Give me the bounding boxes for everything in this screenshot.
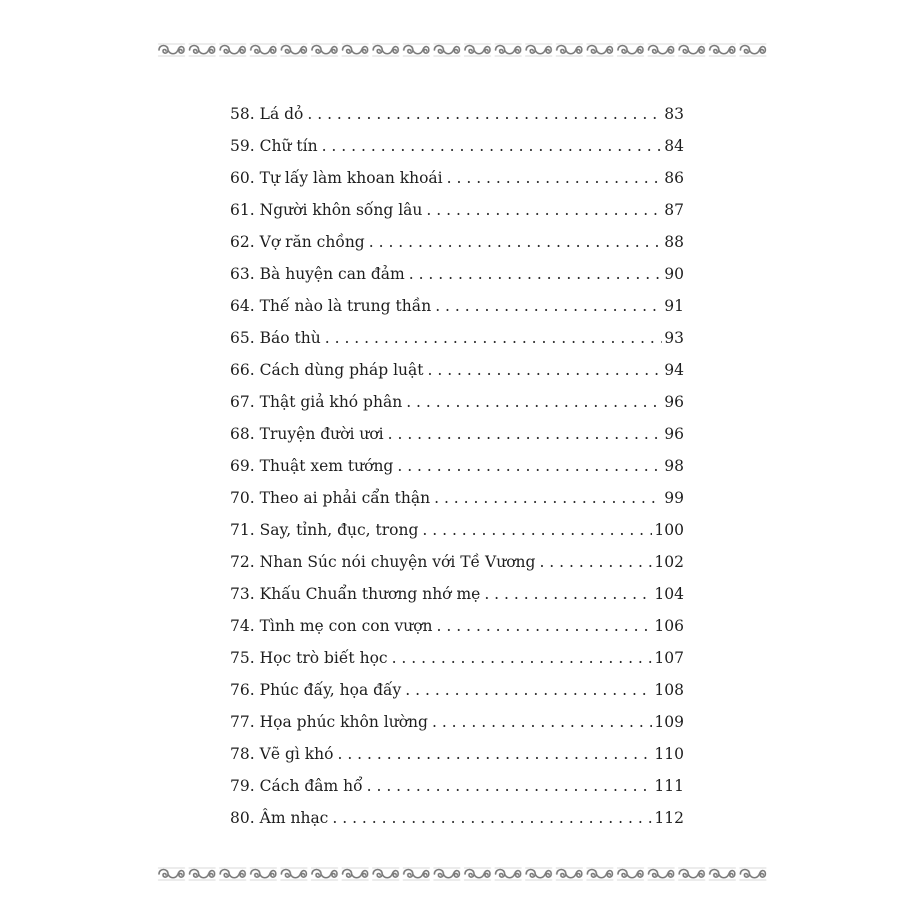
toc-entry	[230, 98, 684, 130]
toc-entry-page-number: 88	[664, 233, 684, 251]
dot-leader	[388, 418, 663, 450]
scroll-ornament-icon	[156, 40, 768, 60]
dot-leader	[539, 546, 652, 578]
toc-entry-page-number: 94	[664, 361, 684, 379]
dot-leader	[337, 738, 652, 770]
toc-entry-title: Vẽ gì khó	[259, 745, 334, 763]
toc-entry-number: 71.	[230, 521, 255, 539]
toc-entry-number: 68.	[230, 425, 255, 443]
dot-leader	[422, 514, 652, 546]
toc-entry-title: Theo ai phải cẩn thận	[259, 489, 431, 507]
toc-entry-page-number: 87	[664, 201, 684, 219]
toc-entry-title: Họa phúc khôn lường	[259, 713, 428, 731]
toc-entry-number: 61.	[230, 201, 255, 219]
toc-entry-number: 80.	[230, 809, 255, 827]
toc-entry	[230, 578, 684, 610]
toc-entry-number: 59.	[230, 137, 255, 155]
top-ornament-border	[156, 40, 768, 60]
toc-entry-page-number: 83	[664, 105, 684, 123]
toc-entry-number: 64.	[230, 297, 255, 315]
dot-leader	[428, 354, 663, 386]
toc-entry	[230, 354, 684, 386]
toc-entry-page-number: 84	[664, 137, 684, 155]
dot-leader	[332, 802, 652, 834]
toc-entry-page-number: 96	[664, 425, 684, 443]
toc-entry-title: Âm nhạc	[259, 809, 329, 827]
dot-leader	[405, 674, 652, 706]
toc-entry	[230, 514, 684, 546]
toc-entry	[230, 130, 684, 162]
scroll-ornament-icon	[156, 864, 768, 884]
table-of-contents	[230, 98, 684, 834]
toc-entry-title: Say, tỉnh, đục, trong	[259, 521, 419, 539]
toc-entry-title: Cách đâm hổ	[259, 777, 363, 795]
toc-entry-page-number: 93	[664, 329, 684, 347]
toc-entry-title: Nhan Súc nói chuyện với Tề Vương	[259, 553, 536, 571]
toc-entry-page-number: 108	[654, 681, 684, 699]
toc-entry	[230, 418, 684, 450]
toc-entry-number: 78.	[230, 745, 255, 763]
toc-entry-title: Phúc đấy, họa đấy	[259, 681, 402, 699]
toc-entry-title: Lá dỏ	[259, 105, 304, 123]
toc-entry-number: 65.	[230, 329, 255, 347]
toc-entry-page-number: 96	[664, 393, 684, 411]
toc-entry-title: Chữ tín	[259, 137, 318, 155]
toc-entry-number: 74.	[230, 617, 255, 635]
toc-entry-number: 77.	[230, 713, 255, 731]
toc-entry	[230, 450, 684, 482]
toc-entry	[230, 610, 684, 642]
toc-entry	[230, 226, 684, 258]
toc-entry	[230, 162, 684, 194]
toc-entry-title: Tự lấy làm khoan khoái	[259, 169, 443, 187]
dot-leader	[325, 322, 663, 354]
dot-leader	[432, 706, 652, 738]
toc-entry-number: 62.	[230, 233, 255, 251]
bottom-ornament-border	[156, 864, 768, 884]
dot-leader	[484, 578, 652, 610]
toc-entry	[230, 546, 684, 578]
dot-leader	[434, 482, 662, 514]
toc-entry-title: Tình mẹ con con vượn	[259, 617, 433, 635]
dot-leader	[409, 258, 663, 290]
toc-entry-page-number: 110	[654, 745, 684, 763]
toc-entry-number: 79.	[230, 777, 255, 795]
dot-leader	[435, 290, 662, 322]
toc-entry-page-number: 111	[654, 777, 684, 795]
toc-entry-title: Thế nào là trung thần	[259, 297, 432, 315]
toc-entry-page-number: 107	[654, 649, 684, 667]
toc-entry	[230, 258, 684, 290]
dot-leader	[406, 386, 662, 418]
dot-leader	[392, 642, 653, 674]
dot-leader	[307, 98, 662, 130]
toc-entry-title: Thuật xem tướng	[259, 457, 394, 475]
dot-leader	[322, 130, 663, 162]
toc-entry-title: Người khôn sống lâu	[259, 201, 423, 219]
toc-entry-number: 58.	[230, 105, 255, 123]
toc-entry-number: 69.	[230, 457, 255, 475]
toc-entry-title: Vợ răn chồng	[259, 233, 365, 251]
toc-entry	[230, 770, 684, 802]
dot-leader	[367, 770, 653, 802]
toc-entry	[230, 386, 684, 418]
toc-entry-page-number: 102	[654, 553, 684, 571]
toc-entry-page-number: 100	[654, 521, 684, 539]
toc-entry-page-number: 99	[664, 489, 684, 507]
dot-leader	[397, 450, 662, 482]
toc-entry-page-number: 112	[654, 809, 684, 827]
toc-entry	[230, 194, 684, 226]
toc-entry-title: Truyện đười ươi	[259, 425, 384, 443]
toc-entry-number: 66.	[230, 361, 255, 379]
toc-entry	[230, 802, 684, 834]
toc-entry	[230, 674, 684, 706]
toc-entry-title: Báo thù	[259, 329, 321, 347]
toc-entry-page-number: 98	[664, 457, 684, 475]
toc-entry-title: Bà huyện can đảm	[259, 265, 405, 283]
toc-entry-number: 60.	[230, 169, 255, 187]
toc-entry-page-number: 109	[654, 713, 684, 731]
toc-entry-title: Cách dùng pháp luật	[259, 361, 424, 379]
toc-entry-page-number: 104	[654, 585, 684, 603]
toc-entry-page-number: 90	[664, 265, 684, 283]
toc-entry-number: 67.	[230, 393, 255, 411]
toc-entry	[230, 482, 684, 514]
toc-entry-number: 75.	[230, 649, 255, 667]
toc-entry-page-number: 106	[654, 617, 684, 635]
dot-leader	[447, 162, 663, 194]
dot-leader	[437, 610, 653, 642]
toc-entry	[230, 738, 684, 770]
toc-entry-title: Học trò biết học	[259, 649, 388, 667]
toc-entry-number: 72.	[230, 553, 255, 571]
toc-entry-title: Khấu Chuẩn thương nhớ mẹ	[259, 585, 481, 603]
toc-entry	[230, 706, 684, 738]
toc-entry-title: Thật giả khó phân	[259, 393, 403, 411]
toc-entry	[230, 290, 684, 322]
toc-entry	[230, 322, 684, 354]
toc-entry-number: 76.	[230, 681, 255, 699]
toc-entry-page-number: 91	[664, 297, 684, 315]
toc-entry-number: 63.	[230, 265, 255, 283]
toc-entry-page-number: 86	[664, 169, 684, 187]
toc-entry-number: 70.	[230, 489, 255, 507]
toc-entry-number: 73.	[230, 585, 255, 603]
dot-leader	[369, 226, 663, 258]
toc-entry	[230, 642, 684, 674]
dot-leader	[426, 194, 662, 226]
